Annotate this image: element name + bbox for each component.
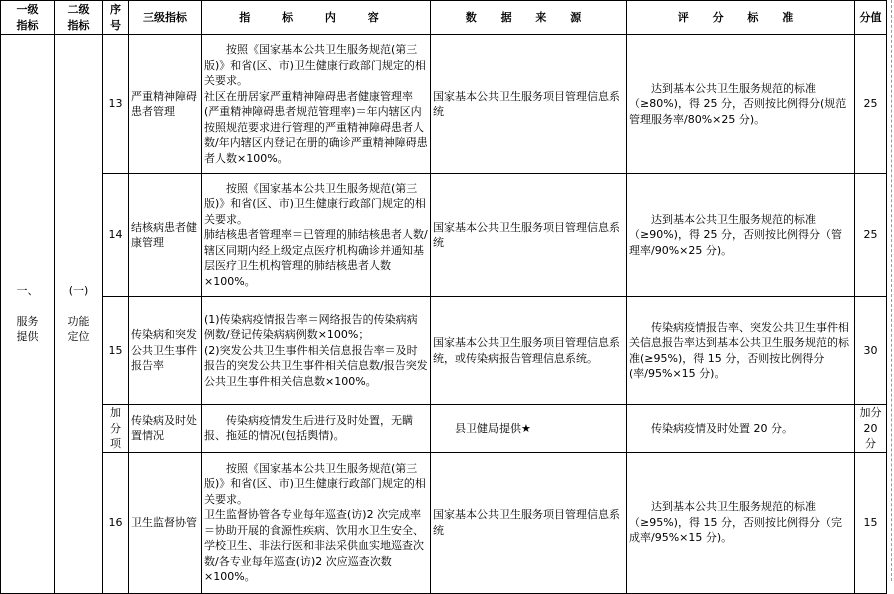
score-cell: 25 [855,35,887,174]
data-source: 县卫健局提供★ [431,405,627,453]
seq-cell: 14 [103,174,129,297]
scoring-criteria: 达到基本公共卫生服务规范的标准（≥95%)，得 15 分，否则按比例得分（完成率/95%×15 分)。 [627,452,855,593]
header-criteria: 评 分 标 准 [627,1,855,35]
data-source: 国家基本公共卫生服务项目管理信息系统 [431,35,627,174]
header-level3: 三级指标 [129,1,202,35]
level2-cell: (一) 功能 定位 [55,35,103,594]
score-cell: 15 [855,452,887,593]
indicator-name: 传染病及时处置情况 [129,405,202,453]
indicator-content: 传染病疫情发生后进行及时处置，无瞒报、拖延的情况(包括舆情)。 [202,405,431,453]
header-row [1,1,887,35]
scoring-criteria: 传染病疫情及时处置 20 分。 [627,405,855,453]
indicator-content: (1)传染病疫情报告率＝网络报告的传染病病例数/登记传染病病例数×100%； (2)突发公共卫生事件相关信息报告率＝及时报告的突发公共卫生事件相关信息数/报告突发公共卫生事件相关信息数×100%。 [202,297,431,405]
indicator-content: 按照《国家基本公共卫生服务规范(第三版)》和省(区、市)卫生健康行政部门规定的相关要求。 社区在册居家严重精神障碍患者健康管理率(严重精神障碍患者规范管理率)＝年内辖区内按照规范要求进行管理的严重精神障碍患者人数/年内辖区内登记在册的确诊严重精神障碍患者人数×100%。 [202,35,431,174]
table-row [1,452,887,593]
header-level1: 一级 指标 [1,1,55,35]
data-source: 国家基本公共卫生服务项目管理信息系统 [431,174,627,297]
score-cell: 加分 20 分 [855,405,887,453]
header-score: 分值 [855,1,887,35]
seq-cell: 15 [103,297,129,405]
score-cell: 30 [855,297,887,405]
header-content: 指 标 内 容 [202,1,431,35]
indicator-name: 严重精神障碍患者管理 [129,35,202,174]
scoring-criteria: 传染病疫情报告率、突发公共卫生事件相关信息报告率达到基本公共卫生服务规范的标准(≥95%)，得 15 分，否则按比例得分(率/95%×15 分)。 [627,297,855,405]
data-source: 国家基本公共卫生服务项目管理信息系统，或传染病报告管理信息系统。 [431,297,627,405]
scoring-criteria: 达到基本公共卫生服务规范的标准（≥80%)，得 25 分，否则按比例得分(规范管理服务率/80%×25 分)。 [627,35,855,174]
indicator-name: 传染病和突发公共卫生事件报告率 [129,297,202,405]
indicator-name: 卫生监督协管 [129,452,202,593]
indicator-content: 按照《国家基本公共卫生服务规范(第三版)》和省(区、市)卫生健康行政部门规定的相关要求。 肺结核患者管理率＝已管理的肺结核患者人数/辖区同期内经上级定点医疗机构确诊并通知基层医疗卫生机构管理的肺结核患者人数×100%。 [202,174,431,297]
seq-cell: 16 [103,452,129,593]
indicator-name: 结核病患者健康管理 [129,174,202,297]
table-row [1,174,887,297]
score-cell: 25 [855,174,887,297]
scoring-criteria: 达到基本公共卫生服务规范的标准（≥90%)，得 25 分，否则按比例得分（管理率/90%×25 分)。 [627,174,855,297]
table-row [1,405,887,453]
page-edge-divider [891,0,893,581]
header-level2: 二级 指标 [55,1,103,35]
header-source: 数 据 来 源 [431,1,627,35]
seq-cell: 13 [103,35,129,174]
level1-cell: 一、 服务 提供 [1,35,55,594]
indicator-content: 按照《国家基本公共卫生服务规范(第三版)》和省(区、市)卫生健康行政部门规定的相关要求。 卫生监督协管各专业每年巡查(访)2 次完成率＝协助开展的食源性疾病、饮用水卫生安全、学校卫生、非法行医和非法采供血实地巡查次数/各专业每年巡查(访)2 次应巡查次数×100%。 [202,452,431,593]
header-seq: 序号 [103,1,129,35]
table-row [1,297,887,405]
seq-cell: 加分项 [103,405,129,453]
data-source: 国家基本公共卫生服务项目管理信息系统 [431,452,627,593]
table-row [1,35,887,174]
